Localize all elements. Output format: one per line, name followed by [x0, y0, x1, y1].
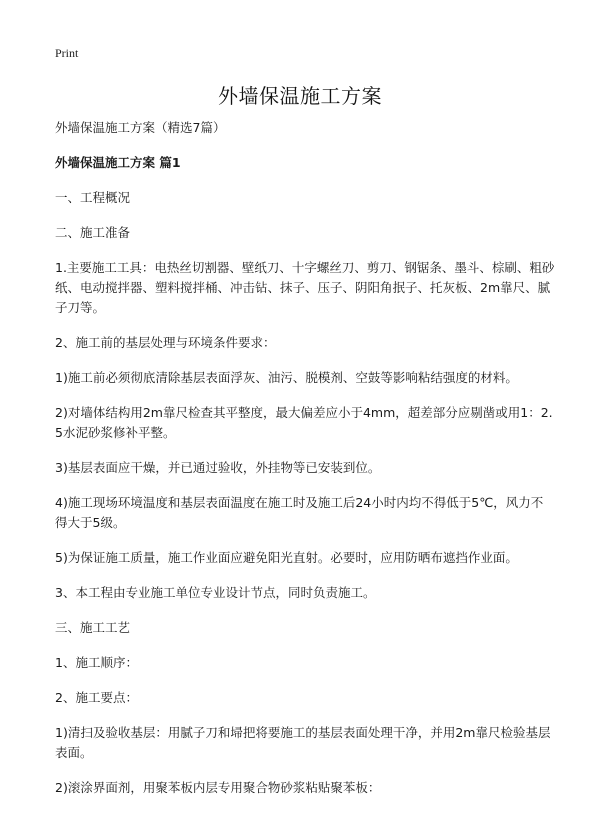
paragraph: 2、施工前的基层处理与环境条件要求： [55, 335, 276, 350]
paragraph: 3、本工程由专业施工单位专业设计节点，同时负责施工。 [55, 585, 376, 600]
section-heading: 外墙保温施工方案 篇1 [55, 155, 181, 170]
paragraph: 2)滚涂界面剂，用聚苯板内层专用聚合物砂浆粘贴聚苯板： [55, 780, 381, 795]
paragraph: 3)基层表面应干燥，并已通过验收，外挂物等已安装到位。 [55, 460, 381, 475]
document-body [55, 118, 555, 813]
paragraph: 4)施工现场环境温度和基层表面温度在施工时及施工后24小时内均不得低于5℃，风力不得大于5级。 [55, 495, 544, 530]
paragraph: 2)对墙体结构用2m靠尺检查其平整度，最大偏差应小于4mm，超差部分应剔凿或用1：2.5水泥砂浆修补平整。 [55, 405, 553, 440]
paragraph: 一、工程概况 [55, 190, 131, 205]
paragraph: 二、施工准备 [55, 225, 131, 240]
document-title: 外墙保温施工方案 [218, 84, 382, 108]
paragraph: 1)施工前必须彻底清除基层表面浮灰、油污、脱模剂、空鼓等影响粘结强度的材料。 [55, 370, 518, 385]
paragraph: 1)清扫及验收基层：用腻子刀和埽把将要施工的基层表面处理干净，并用2m靠尺检验基层表面。 [55, 725, 551, 760]
paragraph: 2、施工要点： [55, 690, 138, 705]
paragraph: 1.主要施工工具：电热丝切割器、壁纸刀、十字螺丝刀、剪刀、钢锯条、墨斗、棕刷、粗砂纸、电动搅拌器、塑料搅拌桶、冲击钻、抹子、压子、阴阳角抿子、托灰板、2m靠尺、腻子刀等。 [55, 260, 555, 315]
paragraph: 1、施工顺序： [55, 655, 138, 670]
paragraph: 外墙保温施工方案（精选7篇） [55, 120, 226, 135]
print-label: Print [55, 46, 79, 60]
paragraph: 三、施工工艺 [55, 620, 131, 635]
paragraph: 5)为保证施工质量，施工作业面应避免阳光直射。必要时，应用防晒布遮挡作业面。 [55, 550, 518, 565]
